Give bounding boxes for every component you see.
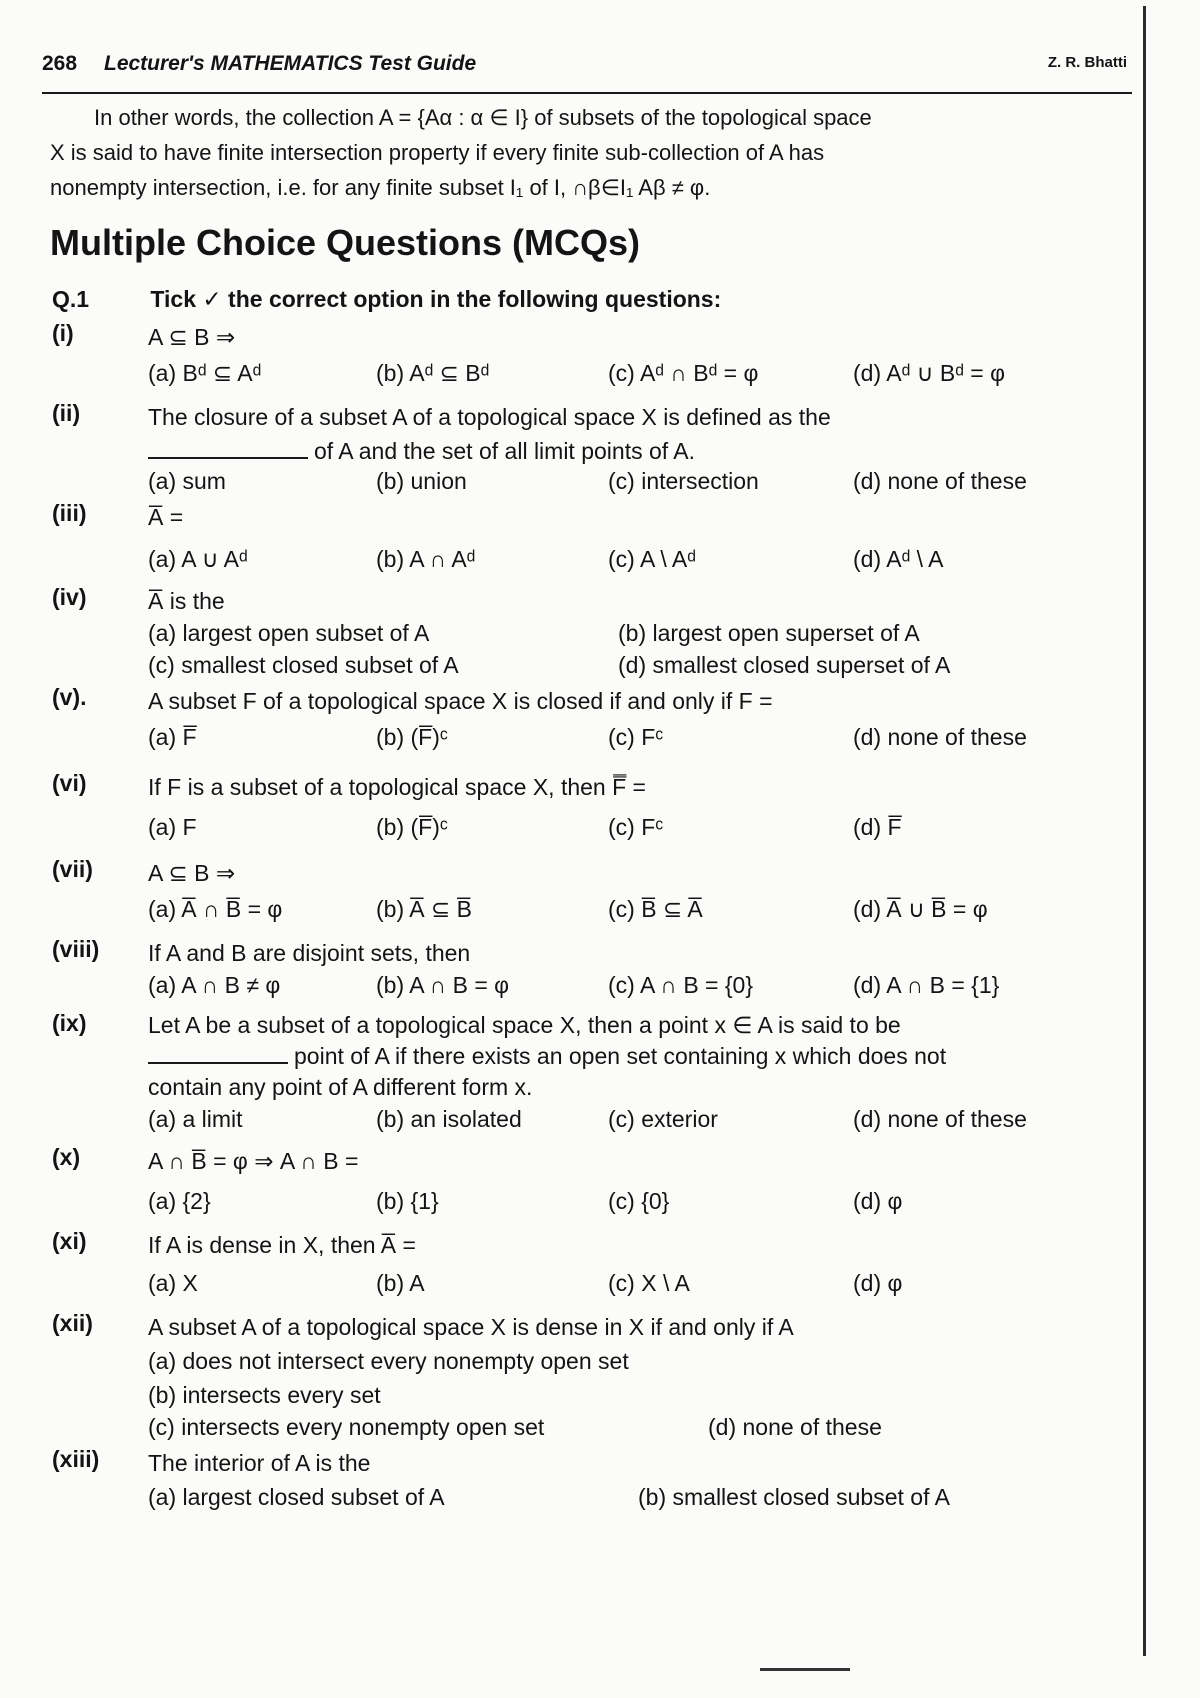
question-number: (viii) <box>52 936 100 962</box>
option-b[interactable]: (b) union <box>376 468 467 494</box>
fill-blank[interactable] <box>148 437 308 459</box>
stem-line-with-blank <box>148 434 1133 468</box>
question-number: (ix) <box>52 1010 87 1036</box>
binding-edge <box>1143 6 1146 1656</box>
option-b[interactable]: (b) {1} <box>376 1188 439 1214</box>
question-stem <box>148 1010 1133 1103</box>
option-c[interactable]: (c) B̅ ⊆ A̅ <box>608 896 703 922</box>
question-number: (vii) <box>52 856 93 882</box>
option-row <box>148 724 1133 758</box>
stem-line: The closure of a subset A of a topological space X is defined as the <box>148 404 831 430</box>
option-row <box>148 546 1133 580</box>
option-a[interactable]: (a) largest closed subset of A <box>148 1484 445 1510</box>
option-d[interactable]: (d) Aᵈ \ A <box>853 546 944 572</box>
option-d[interactable]: (d) φ <box>853 1270 903 1296</box>
option-d[interactable]: (d) F̅ <box>853 814 902 840</box>
option-b[interactable]: (b) Aᵈ ⊆ Bᵈ <box>376 360 490 386</box>
option-c[interactable]: (c) Fᶜ <box>608 724 664 750</box>
section-title: Multiple Choice Questions (MCQs) <box>50 222 641 263</box>
option-c[interactable]: (c) intersection <box>608 468 759 494</box>
option-b[interactable]: (b) A <box>376 1270 425 1296</box>
stem-line: of A and the set of all limit points of A. <box>314 438 696 464</box>
option-row <box>148 896 1133 930</box>
question-stem: A ⊆ B ⇒ <box>148 860 236 886</box>
option-a[interactable]: (a) A ∪ Aᵈ <box>148 546 248 572</box>
option-row <box>148 620 1133 654</box>
option-a[interactable]: (a) X <box>148 1270 198 1296</box>
option-a[interactable]: (a) does not intersect every nonempty open set <box>148 1348 629 1374</box>
option-d[interactable]: (d) Aᵈ ∪ Bᵈ = φ <box>853 360 1006 386</box>
header-rule <box>42 92 1132 94</box>
stem-line: contain any point of A different form x. <box>148 1074 533 1100</box>
option-d[interactable]: (d) none of these <box>853 468 1027 494</box>
option-d[interactable]: (d) none of these <box>708 1414 882 1440</box>
fill-blank[interactable] <box>148 1042 288 1064</box>
option-b[interactable]: (b) A̅ ⊆ B̅ <box>376 896 472 922</box>
option-row <box>148 1484 1133 1518</box>
q1-number: Q.1 <box>52 286 90 312</box>
author-name: Z. R. Bhatti <box>1047 54 1127 71</box>
option-a[interactable]: (a) A̅ ∩ B̅ = φ <box>148 896 283 922</box>
option-row <box>148 814 1133 848</box>
option-c[interactable]: (c) intersects every nonempty open set <box>148 1414 545 1440</box>
question-stem <box>148 400 1133 468</box>
running-header <box>42 46 1127 86</box>
option-b[interactable]: (b) largest open superset of A <box>618 620 920 646</box>
option-c[interactable]: (c) X \ A <box>608 1270 690 1296</box>
option-c[interactable]: (c) exterior <box>608 1106 718 1132</box>
q1-instruction: Tick ✓ the correct option in the following questions: <box>150 286 722 312</box>
option-b[interactable]: (b) (F̅)ᶜ <box>376 724 449 750</box>
option-c[interactable]: (c) smallest closed subset of A <box>148 652 459 678</box>
footer-mark <box>760 1668 850 1671</box>
intro-paragraph <box>50 100 1125 205</box>
option-row <box>148 1106 1133 1140</box>
question-number: (xi) <box>52 1228 87 1254</box>
question-number: (ii) <box>52 400 81 426</box>
option-d[interactable]: (d) none of these <box>853 1106 1027 1132</box>
option-row <box>148 1188 1133 1222</box>
option-row <box>148 1414 1133 1448</box>
option-b[interactable]: (b) A ∩ Aᵈ <box>376 546 476 572</box>
question-stem: If A is dense in X, then A̅ = <box>148 1232 416 1258</box>
option-c[interactable]: (c) Fᶜ <box>608 814 664 840</box>
option-d[interactable]: (d) smallest closed superset of A <box>618 652 951 678</box>
question-stem: If A and B are disjoint sets, then <box>148 940 471 966</box>
question-stem: A ⊆ B ⇒ <box>148 324 236 350</box>
book-title: Lecturer's MATHEMATICS Test Guide <box>104 52 477 75</box>
option-list <box>148 1344 1133 1412</box>
intro-line: X is said to have finite intersection property if every finite sub-collection of A has <box>50 140 825 165</box>
question-number: (iv) <box>52 584 87 610</box>
question-stem: A̅ = <box>148 504 184 530</box>
question-stem: A subset A of a topological space X is dense in X if and only if A <box>148 1314 794 1340</box>
option-a[interactable]: (a) F̅ <box>148 724 197 750</box>
stem-line-with-blank <box>148 1041 1133 1072</box>
question-stem: A subset F of a topological space X is closed if and only if F = <box>148 688 773 714</box>
option-c[interactable]: (c) {0} <box>608 1188 670 1214</box>
option-b[interactable]: (b) smallest closed subset of A <box>638 1484 950 1510</box>
option-d[interactable]: (d) A ∩ B = {1} <box>853 972 1000 998</box>
question-stem: The interior of A is the <box>148 1450 371 1476</box>
page-number: 268 <box>42 52 78 75</box>
question-number: (i) <box>52 320 74 346</box>
option-b[interactable]: (b) (F̅)ᶜ <box>376 814 449 840</box>
option-d[interactable]: (d) φ <box>853 1188 903 1214</box>
option-a[interactable]: (a) sum <box>148 468 226 494</box>
question-stem: If F is a subset of a topological space X, then F̿ = <box>148 774 646 800</box>
question-number: (iii) <box>52 500 87 526</box>
option-c[interactable]: (c) A ∩ B = {0} <box>608 972 754 998</box>
question-stem: A̅ is the <box>148 588 225 614</box>
question-stem: A ∩ B̅ = φ ⇒ A ∩ B = <box>148 1148 359 1174</box>
option-row <box>148 652 1133 686</box>
option-row <box>148 1270 1133 1304</box>
intro-line: nonempty intersection, i.e. for any finite subset I₁ of I, ∩β∈I₁ Aβ ≠ φ. <box>50 175 711 200</box>
intro-line: In other words, the collection A = {Aα : α ∈ I} of subsets of the topological space <box>94 105 872 130</box>
q1-instruction-line <box>52 286 721 313</box>
option-row <box>148 972 1133 1006</box>
option-b[interactable]: (b) intersects every set <box>148 1382 381 1408</box>
option-a[interactable]: (a) Bᵈ ⊆ Aᵈ <box>148 360 262 386</box>
stem-line: point of A if there exists an open set containing x which does not <box>294 1043 947 1069</box>
option-row <box>148 360 1133 394</box>
question-number: (xiii) <box>52 1446 100 1472</box>
question-number: (x) <box>52 1144 81 1170</box>
option-c[interactable]: (c) A \ Aᵈ <box>608 546 696 572</box>
option-a[interactable]: (a) a limit <box>148 1106 243 1132</box>
option-a[interactable]: (a) largest open subset of A <box>148 620 430 646</box>
option-b[interactable]: (b) A ∩ B = φ <box>376 972 510 998</box>
option-a[interactable]: (a) {2} <box>148 1188 211 1214</box>
option-d[interactable]: (d) A̅ ∪ B̅ = φ <box>853 896 988 922</box>
question-number: (vi) <box>52 770 87 796</box>
option-a[interactable]: (a) A ∩ B ≠ φ <box>148 972 281 998</box>
option-a[interactable]: (a) F <box>148 814 197 840</box>
question-number: (xii) <box>52 1310 93 1336</box>
option-row <box>148 468 1133 502</box>
stem-line: Let A be a subset of a topological space X, then a point x ∈ A is said to be <box>148 1012 901 1038</box>
option-b[interactable]: (b) an isolated <box>376 1106 522 1132</box>
option-d[interactable]: (d) none of these <box>853 724 1027 750</box>
option-c[interactable]: (c) Aᵈ ∩ Bᵈ = φ <box>608 360 759 386</box>
question-number: (v). <box>52 684 87 710</box>
